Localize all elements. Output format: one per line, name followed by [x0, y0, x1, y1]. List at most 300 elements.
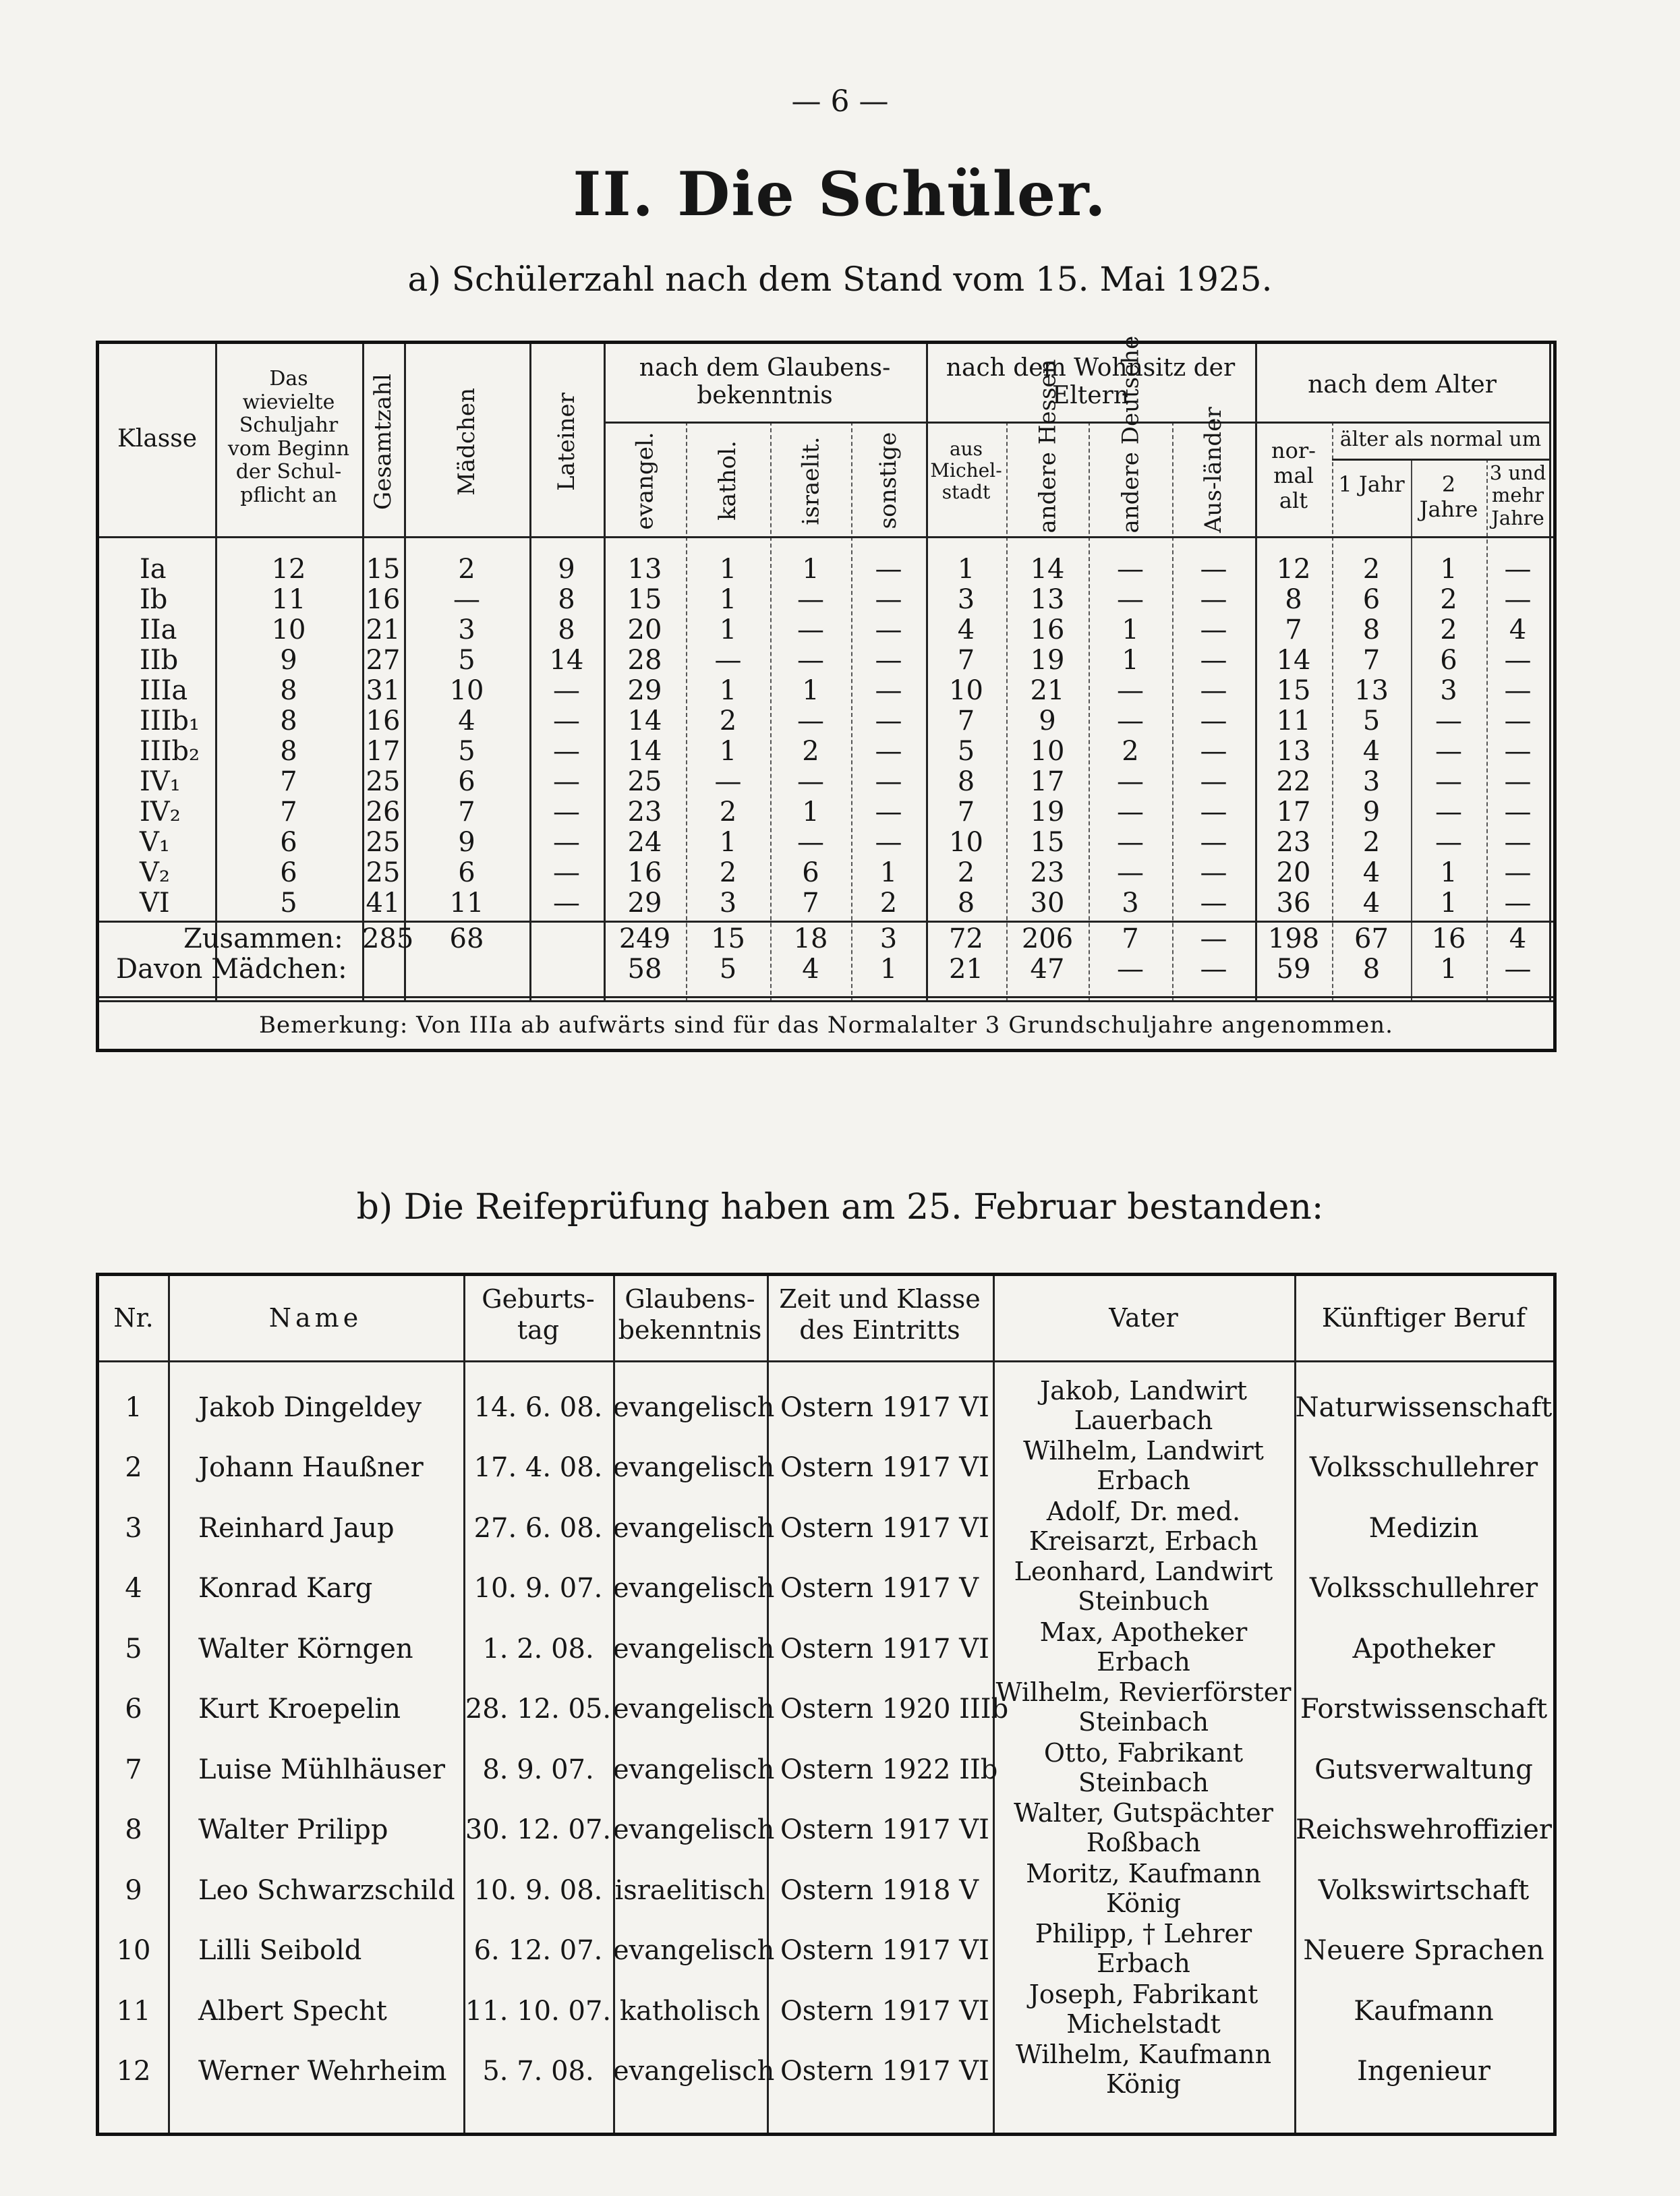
table-a-cell: — — [797, 645, 824, 676]
graduate-entry: Ostern 1917 VI — [780, 2056, 989, 2087]
table-a-cell: — — [875, 736, 902, 767]
graduate-father-place: Steinbuch — [1078, 1586, 1209, 1617]
graduate-father-name: Walter, Gutspächter — [1014, 1798, 1273, 1828]
header-aelter: älter als normal um — [1339, 428, 1542, 451]
graduate-religion: evangelisch — [613, 1452, 775, 1484]
graduate-name: Konrad Karg — [198, 1573, 373, 1605]
graduate-father-place: Steinbach — [1078, 1767, 1209, 1797]
table-a-cell: — — [1435, 736, 1462, 767]
graduate-father-name: Joseph, Fabrikant — [1029, 1979, 1258, 2009]
table-a-cell: 2 — [719, 797, 737, 828]
graduate-nr: 9 — [125, 1874, 142, 1906]
table-a-cell: 6 — [802, 857, 819, 888]
table-a-cell: 5 — [280, 888, 297, 919]
graduate-birthday: 17. 4. 08. — [473, 1452, 603, 1484]
table-a-cell: 16 — [1030, 614, 1065, 645]
table-a-hline — [604, 422, 1549, 424]
table-a-cell: 14 — [1030, 554, 1065, 585]
table-a-cell: — — [1117, 827, 1144, 858]
table-a-cell: 5 — [1362, 705, 1381, 736]
table-a-cell: 7 — [280, 766, 297, 797]
table-a-cell: — — [1504, 857, 1532, 888]
table-a-cell: — — [1200, 827, 1227, 858]
table-a-cell: 3 — [458, 614, 475, 645]
page-title: II. Die Schüler. — [573, 158, 1107, 230]
table-a-cell: 1 — [719, 736, 737, 767]
graduate-career: Kaufmann — [1354, 1995, 1494, 2027]
graduate-entry: Ostern 1917 VI — [780, 1391, 989, 1423]
table-a-cell: 10 — [949, 675, 983, 706]
table-a-cell: 8 — [558, 584, 575, 615]
total-label: Zusammen: — [183, 923, 343, 954]
table-a-vline — [1549, 344, 1551, 1002]
table-a-cell: — — [1117, 766, 1144, 797]
total-cell: 16 — [1431, 923, 1466, 954]
graduate-career: Apotheker — [1352, 1633, 1495, 1665]
table-a-cell: 4 — [458, 705, 475, 736]
total-cell: 249 — [618, 923, 671, 954]
class-label: IIa — [140, 614, 177, 645]
graduate-father-name: Jakob, Landwirt — [1039, 1375, 1248, 1406]
graduate-nr: 12 — [116, 2056, 151, 2087]
table-a-cell: — — [875, 554, 902, 585]
graduate-entry: Ostern 1917 V — [780, 1573, 979, 1605]
total-cell: 67 — [1354, 923, 1389, 954]
girls-cell: 47 — [1030, 954, 1065, 985]
graduate-entry: Ostern 1917 VI — [780, 1814, 989, 1846]
table-a-cell: — — [714, 645, 742, 676]
table-a-cell: 7 — [1362, 645, 1381, 676]
graduate-career: Volksschullehrer — [1309, 1452, 1538, 1484]
total-cell — [529, 924, 604, 954]
table-a-cell: — — [875, 705, 902, 736]
graduate-birthday: 27. 6. 08. — [473, 1512, 603, 1544]
class-label: IIIa — [140, 675, 188, 706]
table-a-cell: 8 — [957, 888, 975, 919]
table-a-cell: 9 — [1362, 797, 1381, 828]
table-a-cell: 4 — [1509, 614, 1527, 645]
table-a-cell: — — [1435, 705, 1462, 736]
table-a-cell: — — [797, 766, 824, 797]
girls-cell: 58 — [627, 954, 662, 985]
table-a-cell: — — [797, 584, 824, 615]
graduate-nr: 3 — [125, 1512, 142, 1544]
total-cell: — — [1200, 923, 1227, 954]
graduate-father-place: Erbach — [1097, 1646, 1190, 1677]
table-a-cell: — — [1117, 857, 1144, 888]
graduate-religion: evangelisch — [613, 1573, 775, 1605]
graduate-entry: Ostern 1917 VI — [780, 1512, 989, 1544]
table-a-cell: 2 — [719, 705, 737, 736]
table-a-cell: 7 — [280, 797, 297, 828]
table-a-cell: — — [553, 766, 580, 797]
header-jahr3: 3 und mehr Jahre — [1489, 461, 1546, 529]
table-a-cell: — — [553, 797, 580, 828]
graduate-religion: evangelisch — [613, 1694, 775, 1725]
girls-cell: 1 — [1440, 954, 1457, 985]
table-a-cell: 7 — [957, 645, 975, 676]
header-glauben: nach dem Glaubens-bekenntnis — [639, 354, 891, 410]
header-jahr1: 1 Jahr — [1338, 471, 1405, 497]
table-a-cell: 1 — [719, 554, 737, 585]
table-a-cell: 9 — [558, 554, 575, 585]
table-a-cell: — — [1504, 554, 1532, 585]
table-a-hline — [99, 536, 1553, 538]
graduate-father-name: Wilhelm, Landwirt — [1023, 1436, 1264, 1466]
table-a-cell: 1 — [719, 584, 737, 615]
table-a-cell: 9 — [280, 645, 297, 676]
table-a-cell: 14 — [627, 736, 662, 767]
table-a-hline — [99, 921, 1553, 923]
header-klasse: Klasse — [117, 425, 198, 453]
class-label: IV₁ — [140, 766, 181, 797]
graduate-nr: 11 — [116, 1995, 151, 2027]
graduate-name: Leo Schwarzschild — [198, 1874, 455, 1906]
graduate-father-place: Kreisarzt, Erbach — [1029, 1526, 1258, 1556]
graduate-entry: Ostern 1917 VI — [780, 1995, 989, 2027]
table-a-cell: — — [875, 614, 902, 645]
graduate-father-name: Moritz, Kaufmann — [1026, 1858, 1261, 1888]
table-a-cell: 15 — [366, 554, 401, 585]
girls-cell — [529, 954, 604, 985]
graduate-father-place: Erbach — [1097, 1466, 1190, 1496]
class-label: V₂ — [140, 857, 170, 888]
student-count-table — [96, 335, 1557, 1052]
table-a-cell: 2 — [879, 888, 898, 919]
graduate-career: Ingenieur — [1357, 2056, 1490, 2087]
table-a-cell: 2 — [1362, 554, 1381, 585]
table-a-cell: 8 — [957, 766, 975, 797]
table-a-cell: 2 — [1440, 614, 1457, 645]
header-geburtstag: Geburts-tag — [482, 1284, 595, 1345]
table-a-cell: 1 — [719, 827, 737, 858]
girls-label: Davon Mädchen: — [116, 954, 347, 985]
table-a-cell: 21 — [366, 614, 401, 645]
table-a-cell: 5 — [458, 736, 475, 767]
graduate-religion: evangelisch — [613, 1633, 775, 1665]
table-a-cell: 16 — [366, 584, 401, 615]
table-a-cell: 7 — [957, 705, 975, 736]
graduate-father-name: Max, Apotheker — [1039, 1617, 1248, 1647]
graduate-father-name: Otto, Fabrikant — [1043, 1737, 1244, 1768]
table-a-cell: 1 — [719, 614, 737, 645]
girls-cell: 1 — [879, 954, 898, 985]
graduate-entry: Ostern 1917 VI — [780, 1633, 989, 1665]
table-a-cell: — — [875, 766, 902, 797]
class-label: Ib — [140, 584, 168, 615]
table-a-cell: — — [797, 705, 824, 736]
graduate-career: Naturwissenschaft — [1295, 1391, 1553, 1423]
header-eintritt: Zeit und Klasse des Eintritts — [779, 1284, 981, 1345]
header-schuljahr: Das wievielte Schuljahr vom Beginn der Schul-pflicht an — [227, 367, 350, 507]
table-a-cell: 1 — [1440, 857, 1457, 888]
graduate-birthday: 11. 10. 07. — [465, 1995, 612, 2027]
table-a-cell: — — [1200, 554, 1227, 585]
table-a-cell: 19 — [1030, 797, 1065, 828]
table-a-cell: — — [875, 827, 902, 858]
graduate-entry: Ostern 1918 V — [780, 1874, 979, 1906]
table-a-cell: — — [1200, 675, 1227, 706]
graduate-father-place: König — [1105, 2069, 1182, 2100]
graduate-name: Walter Prilipp — [198, 1814, 388, 1846]
table-a-cell: — — [453, 584, 480, 615]
table-a-cell: 2 — [957, 857, 975, 888]
girls-cell: — — [1200, 954, 1227, 985]
total-cell: 7 — [1122, 923, 1139, 954]
table-a-cell: 2 — [1440, 584, 1457, 615]
graduate-career: Medizin — [1368, 1512, 1479, 1544]
table-a-cell: 36 — [1276, 888, 1311, 919]
total-cell: 285 — [362, 923, 414, 954]
table-a-cell: 7 — [458, 797, 475, 828]
table-a-cell: — — [1504, 797, 1532, 828]
header-glauben: Glaubens-bekenntnis — [618, 1284, 762, 1345]
graduate-name: Albert Specht — [198, 1995, 387, 2027]
graduate-nr: 7 — [125, 1754, 142, 1785]
graduate-birthday: 6. 12. 07. — [473, 1935, 603, 1967]
graduate-religion: evangelisch — [613, 1512, 775, 1544]
header-hessen: andere Hessen — [1034, 359, 1061, 533]
graduate-birthday: 1. 2. 08. — [482, 1633, 594, 1665]
table-a-cell: 8 — [280, 736, 297, 767]
table-a-cell: 1 — [1122, 645, 1139, 676]
table-a-cell: — — [1435, 797, 1462, 828]
table-a-cell: 4 — [1362, 857, 1381, 888]
graduate-father-place: Lauerbach — [1074, 1405, 1213, 1435]
section-b-caption: b) Die Reifeprüfung haben am 25. Februar bestanden: — [356, 1187, 1324, 1227]
graduate-religion: israelitisch — [614, 1874, 765, 1906]
graduate-nr: 8 — [125, 1814, 142, 1846]
header-wohnsitz: nach dem Wohnsitz der Eltern — [946, 354, 1236, 410]
table-a-cell: 15 — [1030, 827, 1065, 858]
table-a-cell: 9 — [458, 827, 475, 858]
graduate-entry: Ostern 1920 IIIb — [780, 1694, 1009, 1725]
graduate-religion: evangelisch — [613, 2056, 775, 2087]
table-a-cell: — — [1435, 827, 1462, 858]
graduate-father-name: Adolf, Dr. med. — [1046, 1496, 1241, 1526]
table-a-cell: 26 — [366, 797, 401, 828]
graduate-religion: evangelisch — [613, 1754, 775, 1785]
table-a-cell: 6 — [458, 766, 475, 797]
header-vater: Vater — [1109, 1303, 1178, 1333]
graduate-career: Gutsverwaltung — [1314, 1754, 1533, 1785]
table-a-cell: 3 — [957, 584, 975, 615]
header-alter: nach dem Alter — [1308, 371, 1497, 399]
graduate-father-place: Erbach — [1097, 1948, 1190, 1979]
graduate-nr: 5 — [125, 1633, 142, 1665]
table-a-cell: — — [875, 675, 902, 706]
table-a-cell: 9 — [1039, 705, 1056, 736]
graduate-nr: 1 — [125, 1391, 142, 1423]
table-a-cell: 13 — [1030, 584, 1065, 615]
table-a-cell: 22 — [1276, 766, 1311, 797]
table-a-cell: 24 — [627, 827, 662, 858]
graduate-father-name: Wilhelm, Kaufmann — [1015, 2040, 1272, 2070]
table-a-note: Bemerkung: Von IIIa ab aufwärts sind für das Normalalter 3 Grundschuljahre angenommen. — [259, 1012, 1393, 1039]
graduate-religion: evangelisch — [613, 1814, 775, 1846]
header-jahr2: 2 Jahre — [1419, 471, 1478, 522]
table-a-cell: 6 — [280, 857, 297, 888]
table-a-hline — [99, 996, 1553, 998]
table-a-cell: — — [875, 797, 902, 828]
girls-cell: 59 — [1276, 954, 1311, 985]
table-a-cell: — — [875, 645, 902, 676]
table-a-cell: 8 — [280, 675, 297, 706]
table-a-cell: 16 — [366, 705, 401, 736]
table-a-cell: 8 — [1285, 584, 1302, 615]
header-deutsche: andere Deutsche — [1117, 335, 1144, 533]
header-name: Name — [268, 1303, 363, 1333]
graduate-career: Forstwissenschaft — [1300, 1694, 1548, 1725]
table-a-cell: — — [1117, 705, 1144, 736]
table-b-vline — [168, 1276, 170, 2133]
table-a-cell: 23 — [1030, 857, 1065, 888]
header-gesamtzahl: Gesamtzahl — [370, 374, 397, 510]
total-cell: 206 — [1021, 923, 1074, 954]
table-a-cell: — — [1504, 888, 1532, 919]
graduate-religion: katholisch — [619, 1995, 761, 2027]
table-a-cell: 10 — [949, 827, 983, 858]
graduates-table — [96, 1273, 1557, 2136]
total-cell: 72 — [949, 923, 983, 954]
graduate-father-place: Roßbach — [1086, 1828, 1201, 1858]
header-michelstadt: aus Michel-stadt — [930, 438, 1002, 504]
table-a-cell: 25 — [627, 766, 662, 797]
header-nr: Nr. — [113, 1303, 154, 1333]
table-a-cell: — — [1117, 675, 1144, 706]
table-a-cell: — — [1117, 584, 1144, 615]
header-beruf: Künftiger Beruf — [1321, 1303, 1526, 1333]
table-a-cell: — — [1117, 797, 1144, 828]
girls-cell: — — [1117, 954, 1144, 985]
graduate-name: Johann Haußner — [198, 1452, 424, 1484]
class-label: IIIb₁ — [140, 705, 200, 736]
table-a-cell: 1 — [957, 554, 975, 585]
table-a-cell: 2 — [1122, 736, 1139, 767]
graduate-father-place: Michelstadt — [1066, 2009, 1221, 2039]
header-normal: nor-mal alt — [1271, 438, 1316, 513]
table-a-cell: 29 — [627, 675, 662, 706]
table-a-cell: 20 — [1276, 857, 1311, 888]
graduate-nr: 10 — [116, 1935, 151, 1967]
table-a-cell: — — [1200, 766, 1227, 797]
table-a-cell: 23 — [1276, 827, 1311, 858]
table-a-cell: 6 — [280, 827, 297, 858]
table-a-hline — [1332, 459, 1549, 461]
class-label: Ia — [140, 554, 167, 585]
table-a-cell: — — [1504, 645, 1532, 676]
table-a-cell: — — [1200, 888, 1227, 919]
girls-cell: 5 — [719, 954, 737, 985]
graduate-career: Reichswehroffizier — [1295, 1814, 1553, 1846]
table-a-cell: 31 — [366, 675, 401, 706]
graduate-name: Walter Körngen — [198, 1633, 413, 1665]
table-a-cell: 15 — [1276, 675, 1311, 706]
table-a-cell: 17 — [1276, 797, 1311, 828]
table-a-cell: — — [1504, 766, 1532, 797]
header-sonstige: sonstige — [875, 432, 902, 529]
graduate-father-name: Wilhelm, Revierförster — [995, 1677, 1292, 1708]
table-a-cell: 7 — [957, 797, 975, 828]
total-cell: 15 — [711, 923, 745, 954]
table-a-cell: — — [1200, 797, 1227, 828]
table-a-hline — [99, 1000, 1553, 1002]
table-a-cell: — — [714, 766, 742, 797]
table-b-hline — [99, 1360, 1553, 1362]
table-a-cell: 13 — [627, 554, 662, 585]
table-a-cell: — — [1504, 705, 1532, 736]
graduate-career: Neuere Sprachen — [1303, 1935, 1544, 1967]
graduate-name: Lilli Seibold — [198, 1935, 362, 1967]
graduate-father-name: Leonhard, Landwirt — [1014, 1557, 1273, 1587]
table-a-cell: 14 — [549, 645, 584, 676]
table-a-cell: 29 — [627, 888, 662, 919]
graduate-entry: Ostern 1917 VI — [780, 1935, 989, 1967]
header-israelit: israelit. — [797, 436, 824, 525]
graduate-religion: evangelisch — [613, 1935, 775, 1967]
table-a-cell: — — [1200, 584, 1227, 615]
page-number: — 6 — — [791, 84, 889, 119]
graduate-birthday: 10. 9. 08. — [473, 1874, 603, 1906]
table-a-cell: 2 — [719, 857, 737, 888]
table-a-cell: 1 — [1122, 614, 1139, 645]
table-a-cell: — — [1504, 736, 1532, 767]
section-a-caption: a) Schülerzahl nach dem Stand vom 15. Mai 1925. — [407, 260, 1273, 299]
table-a-cell: 25 — [366, 766, 401, 797]
graduate-entry: Ostern 1922 IIb — [780, 1754, 998, 1785]
graduate-birthday: 8. 9. 07. — [482, 1754, 594, 1785]
table-a-cell: 14 — [1276, 645, 1311, 676]
class-label: IIIb₂ — [140, 736, 200, 767]
table-a-cell: 12 — [271, 554, 306, 585]
graduate-birthday: 28. 12. 05. — [465, 1694, 612, 1725]
table-a-cell: 8 — [280, 705, 297, 736]
total-cell: 3 — [879, 923, 898, 954]
table-a-cell: — — [553, 857, 580, 888]
table-a-cell: — — [1200, 857, 1227, 888]
table-a-cell: 4 — [957, 614, 975, 645]
table-a-cell: — — [797, 614, 824, 645]
table-a-cell: 11 — [1276, 705, 1311, 736]
graduate-birthday: 30. 12. 07. — [465, 1814, 612, 1846]
table-a-cell: 1 — [879, 857, 898, 888]
table-a-cell: 6 — [1440, 645, 1457, 676]
graduate-career: Volksschullehrer — [1309, 1573, 1538, 1605]
table-a-cell: 23 — [627, 797, 662, 828]
table-a-cell: — — [553, 888, 580, 919]
table-a-cell: 14 — [627, 705, 662, 736]
table-a-cell: 1 — [802, 554, 819, 585]
table-a-cell: — — [875, 584, 902, 615]
table-a-cell: 13 — [1354, 675, 1389, 706]
table-a-cell: 7 — [802, 888, 819, 919]
table-a-cell: 20 — [627, 614, 662, 645]
table-a-cell: 6 — [458, 857, 475, 888]
table-a-cell: 4 — [1362, 888, 1381, 919]
table-a-cell: 2 — [802, 736, 819, 767]
class-label: IV₂ — [140, 797, 181, 828]
graduate-name: Werner Wehrheim — [198, 2056, 447, 2087]
table-a-cell: 2 — [458, 554, 475, 585]
table-a-cell: 28 — [627, 645, 662, 676]
table-a-cell: — — [1504, 827, 1532, 858]
table-a-cell: 1 — [719, 675, 737, 706]
graduate-father-place: König — [1105, 1888, 1182, 1918]
table-a-cell: — — [1117, 554, 1144, 585]
table-a-cell: 21 — [1030, 675, 1065, 706]
total-cell: 18 — [793, 923, 828, 954]
graduate-name: Reinhard Jaup — [198, 1512, 395, 1544]
